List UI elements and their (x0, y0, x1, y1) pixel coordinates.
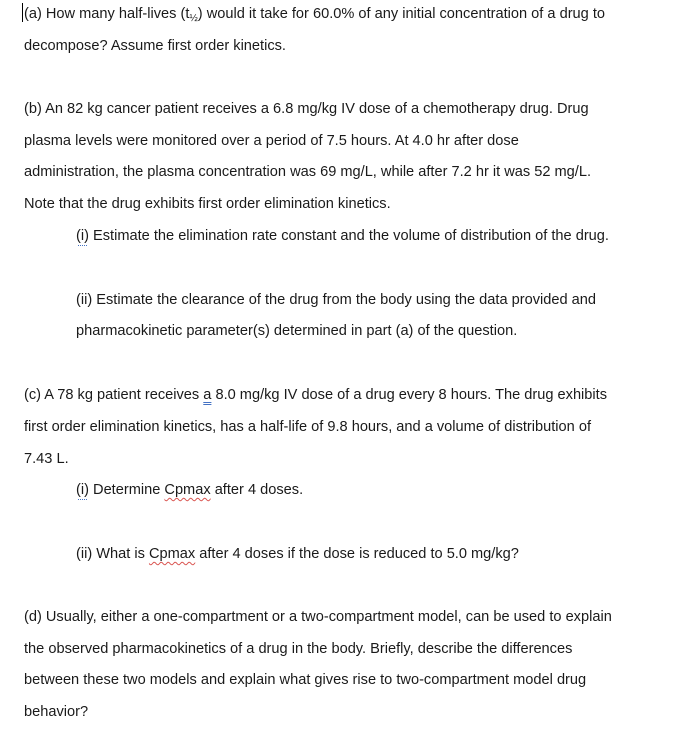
part-c-sub-i-label: (i) (76, 482, 89, 498)
part-c-sub-i-after: after 4 doses. (210, 482, 304, 498)
part-b-sub-ii-line-1: (ii) Estimate the clearance of the drug from the body using the data provided and (76, 292, 597, 308)
part-c-line-3: 7.43 L. (24, 451, 69, 467)
part-a-line-2: decompose? Assume first order kinetics. (24, 38, 286, 54)
part-c-sub-i-before: Determine (88, 482, 165, 498)
part-b-sub-i-text: Estimate the elimination rate constant and the volume of distribution of the drug. (88, 228, 609, 244)
part-c-sub-ii-after: after 4 doses if the dose is reduced to 5.0 mg/kg? (195, 546, 519, 562)
part-b-sub-i-label: (i) (76, 228, 89, 244)
part-a-line-1 (24, 5, 605, 25)
part-c-sub-ii (76, 545, 519, 563)
text-cursor (22, 3, 23, 22)
half-life-subscript: ½ (189, 13, 198, 24)
part-b-line-4: Note that the drug exhibits first order elimination kinetics. (24, 196, 391, 212)
part-d-line-2: the observed pharmacokinetics of a drug in the body. Briefly, describe the differences (24, 641, 573, 657)
part-d-line-1: (d) Usually, either a one-compartment or a two-compartment model, can be used to explain (24, 609, 612, 625)
spelling-flag-cpmax-1[interactable]: Cpmax (164, 482, 211, 498)
part-c-sub-ii-before: (ii) What is (76, 546, 149, 562)
part-c-sub-i (76, 481, 303, 499)
part-c-line-2: first order elimination kinetics, has a half-life of 9.8 hours, and a volume of distribution of (24, 419, 592, 435)
spelling-flag-cpmax-2[interactable]: Cpmax (148, 546, 196, 562)
part-a-text-end: ) would it take for 60.0% of any initial concentration of a drug to (197, 6, 606, 22)
part-b-sub-i (76, 227, 609, 245)
part-a-text-start: (a) How many half-lives (t (24, 6, 190, 22)
part-c-line-1 (24, 386, 607, 404)
part-c-text-start: (c) A 78 kg patient receives (24, 387, 204, 403)
grammar-flag-article[interactable]: a (203, 387, 212, 403)
part-d-line-4: behavior? (24, 704, 89, 720)
part-b-sub-ii-line-2: pharmacokinetic parameter(s) determined in part (a) of the question. (76, 323, 518, 339)
part-b-line-3: administration, the plasma concentration was 69 mg/L, while after 7.2 hr it was 52 mg/L. (24, 164, 592, 180)
part-b-line-2: plasma levels were monitored over a period of 7.5 hours. At 4.0 hr after dose (24, 133, 519, 149)
part-b-line-1: (b) An 82 kg cancer patient receives a 6.8 mg/kg IV dose of a chemotherapy drug. Drug (24, 101, 589, 117)
part-c-text-end: 8.0 mg/kg IV dose of a drug every 8 hours. The drug exhibits (211, 387, 608, 403)
part-d-line-3: between these two models and explain what gives rise to two-compartment model drug (24, 672, 587, 688)
